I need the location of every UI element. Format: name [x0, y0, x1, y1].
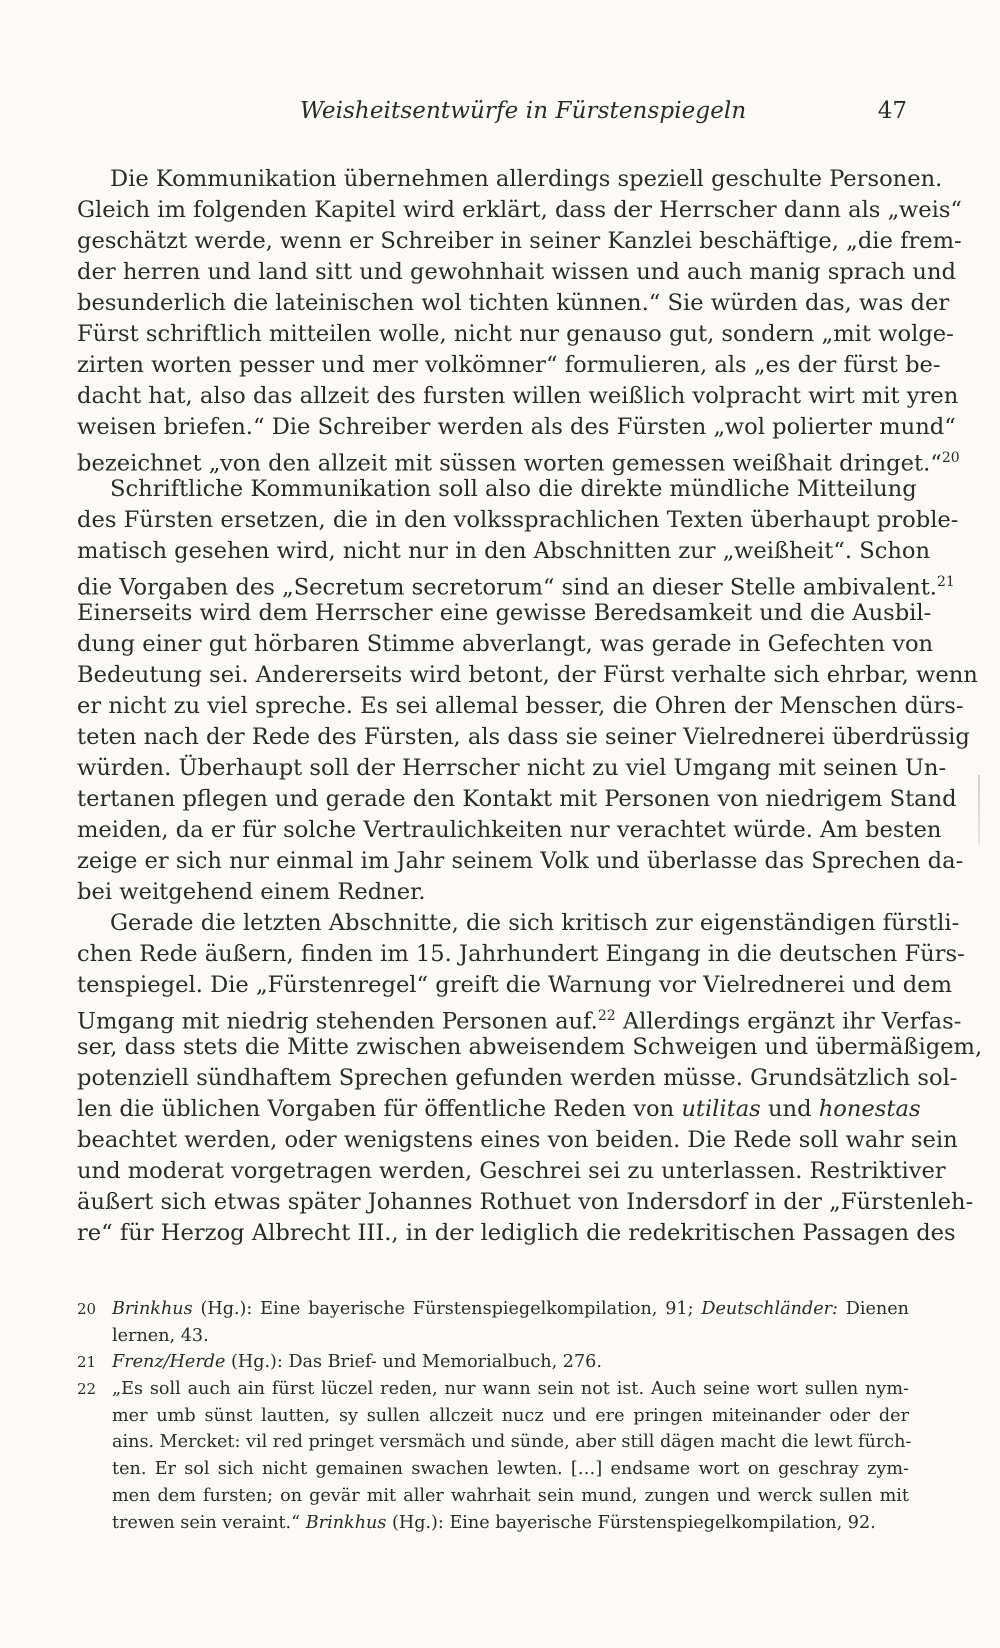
body-line: würden. Überhaupt soll der Herrscher nicht zu viel Umgang mit seinen Un- — [77, 755, 947, 781]
term-honestas: honestas — [818, 1096, 921, 1122]
body-line: Einerseits wird dem Herrscher eine gewisse Beredsamkeit und die Ausbil- — [77, 600, 932, 626]
footnotes — [77, 1296, 912, 1536]
footnote-22-line: men dem fursten; on gevär mit aller wahrhait sein mund, zungen und werck sullen mit — [112, 1485, 909, 1506]
footnote-22-line: ten. Er sol sich nicht gemainen swachen lewten. […] endsame wort on geschray zym- — [112, 1459, 909, 1480]
footnote-number: 22 — [77, 1380, 97, 1399]
body-line: bei weitgehend einem Redner. — [77, 879, 426, 905]
body-line: der herren und land sitt und gewohnhait wissen und auch manig sprach und — [77, 259, 956, 285]
running-header — [0, 98, 1000, 138]
footnote-ref-20[interactable]: 20 — [941, 450, 960, 466]
body-line: len die üblichen Vorgaben für öffentliche Reden von utilitas und honestas — [77, 1096, 921, 1122]
body-line: bezeichnet „von den allzeit mit süssen worten gemessen weißhait dringet.“$^{20}$ — [77, 450, 960, 477]
body-line: meiden, da er für solche Vertraulichkeiten nur verachtet würde. Am besten — [77, 817, 942, 843]
body-line: Umgang mit niedrig stehenden Personen auf.$^{22}$ Allerdings ergänzt ihr Verfas- — [77, 1008, 962, 1035]
footnote-22-line: trewen sein veraint.“ Brinkhus (Hg.): Eine bayerische Fürstenspiegelkompilation, 92. — [112, 1512, 876, 1533]
footnote-22: 22 „Es soll auch ain fürst lüczel reden, nur wann sein not ist. Auch seine wort sullen nym- — [77, 1376, 909, 1403]
body-line: zirten worten pesser und mer volkömner“ formulieren, als „es der fürst be- — [77, 352, 941, 378]
body-line: matisch gesehen wird, nicht nur in den Abschnitten zur „weißheit“. Schon — [77, 538, 931, 564]
body-line: beachtet werden, oder wenigstens eines von beiden. Die Rede soll wahr sein — [77, 1127, 958, 1153]
body-line: teten nach der Rede des Fürsten, als dass sie seiner Vielrednerei überdrüssig — [77, 724, 970, 750]
footnote-ref-22[interactable]: 22 — [597, 1008, 616, 1024]
body-line: zeige er sich nur einmal im Jahr seinem Volk und überlasse das Sprechen da- — [77, 848, 964, 874]
footnote-20-cont: lernen, 43. — [112, 1325, 209, 1346]
body-line: Fürst schriftlich mitteilen wolle, nicht nur genauso gut, sondern „mit wolge- — [77, 321, 954, 347]
page-number: 47 — [877, 98, 907, 124]
body-line: Schriftliche Kommunikation soll also die direkte mündliche Mitteilung — [110, 476, 917, 502]
footnote-22-line: mer umb sünst lautten, sy sullen allczeit nucz und ere pringen miteinander oder der — [112, 1405, 909, 1426]
body-line: re“ für Herzog Albrecht III., in der lediglich die redekritischen Passagen des — [77, 1220, 956, 1246]
body-line: Die Kommunikation übernehmen allerdings speziell geschulte Personen. — [110, 166, 943, 192]
body-line: dung einer gut hörbaren Stimme abverlangt, was gerade in Gefechten von — [77, 631, 934, 657]
footnote-20: 20 Brinkhus (Hg.): Eine bayerische Fürstenspiegelkompilation, 91; Deutschländer: Dienen — [77, 1296, 909, 1323]
footnote-number: 21 — [77, 1353, 97, 1372]
body-line: Bedeutung sei. Andererseits wird betont, der Fürst verhalte sich ehrbar, wenn — [77, 662, 978, 688]
footnote-22-line: ains. Mercket: vil red pringet versmäch und sünde, aber still dägen macht die lewt fürch- — [112, 1432, 912, 1453]
body-line: des Fürsten ersetzen, die in den volkssprachlichen Texten überhaupt proble- — [77, 507, 959, 533]
term-utilitas: utilitas — [681, 1096, 761, 1122]
body-line: er nicht zu viel spreche. Es sei allemal besser, die Ohren der Menschen dürs- — [77, 693, 964, 719]
footnote-ref-21[interactable]: 21 — [937, 574, 955, 590]
body-text — [77, 164, 983, 1249]
body-line: ser, dass stets die Mitte zwischen abweisendem Schweigen und übermäßigem, — [77, 1034, 983, 1060]
body-line: potenziell sündhaftem Sprechen gefunden werden müsse. Grundsätzlich sol- — [77, 1065, 958, 1091]
body-line: dacht hat, also das allzeit des fursten willen weißlich volpracht wirt mit yren — [77, 383, 959, 409]
body-line: Gleich im folgenden Kapitel wird erklärt, dass der Herrscher dann als „weis“ — [77, 197, 962, 223]
body-line: besunderlich die lateinischen wol tichten künnen.“ Sie würden das, was der — [77, 290, 950, 316]
body-line: Gerade die letzten Abschnitte, die sich kritisch zur eigenständigen fürstli- — [110, 910, 960, 936]
running-title: Weisheitsentwürfe in Fürstenspiegeln — [300, 98, 747, 124]
body-line: tenspiegel. Die „Fürstenregel“ greift die Warnung vor Vielrednerei und dem — [77, 972, 953, 998]
body-line: die Vorgaben des „Secretum secretorum“ sind an dieser Stelle ambivalent.$^{21}$ — [77, 574, 955, 601]
body-line: und moderat vorgetragen werden, Geschrei sei zu unterlassen. Restriktiver — [77, 1158, 946, 1184]
footnote-number: 20 — [77, 1300, 97, 1318]
scan-margin-mark — [978, 775, 980, 845]
footnote-21: 21 Frenz/Herde (Hg.): Das Brief- und Memorialbuch, 276. — [77, 1349, 909, 1376]
body-line: weisen briefen.“ Die Schreiber werden als des Fürsten „wol polierter mund“ — [77, 414, 956, 440]
body-line: geschätzt werde, wenn er Schreiber in seiner Kanzlei beschäftige, „die frem- — [77, 228, 962, 254]
body-line: äußert sich etwas später Johannes Rothuet von Indersdorf in der „Fürstenleh- — [77, 1189, 974, 1215]
body-line: chen Rede äußern, finden im 15. Jahrhundert Eingang in die deutschen Fürs- — [77, 941, 965, 967]
body-line: tertanen pflegen und gerade den Kontakt mit Personen von niedrigem Stand — [77, 786, 957, 812]
